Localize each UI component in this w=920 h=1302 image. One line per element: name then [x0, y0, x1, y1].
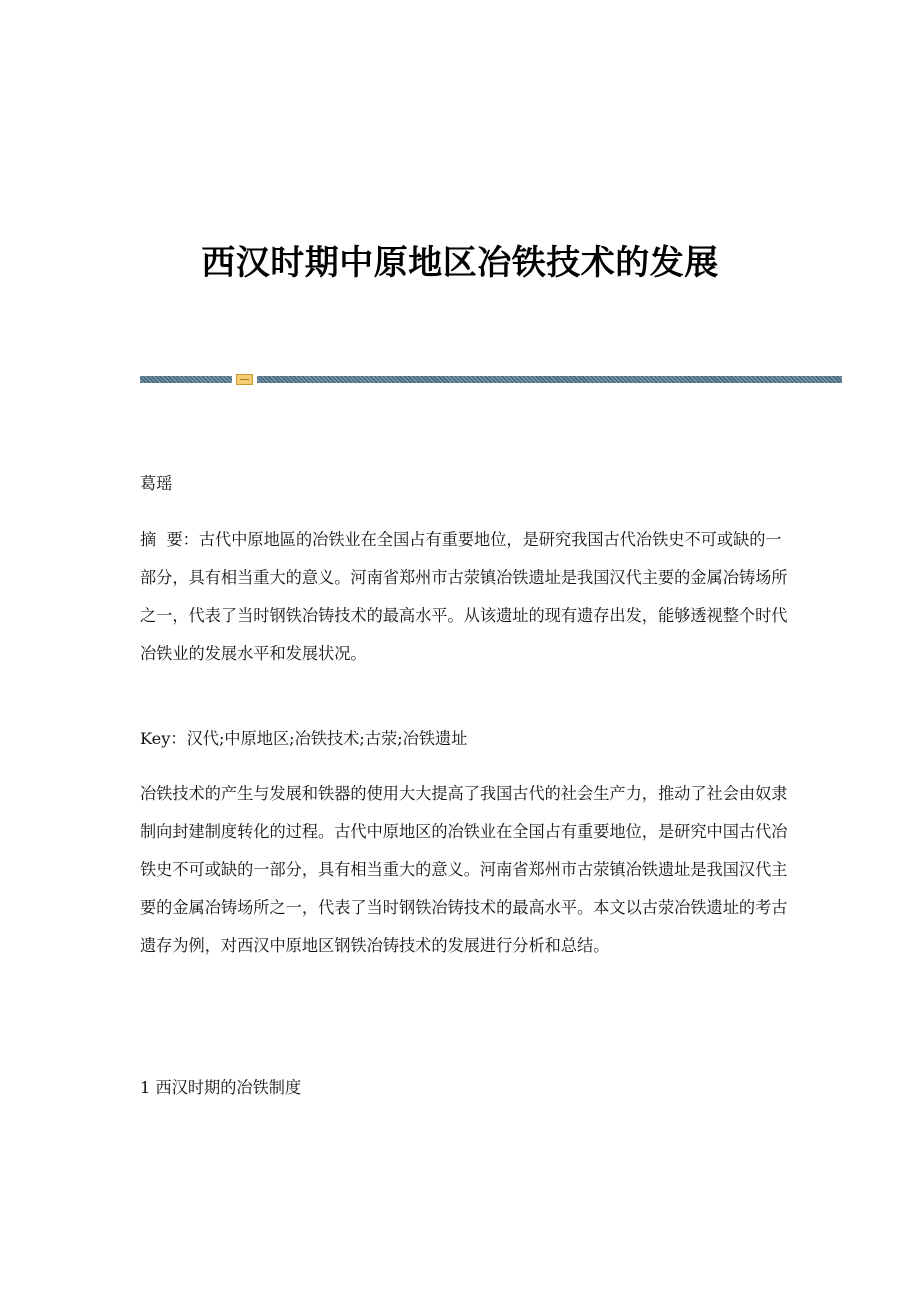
keywords-line — [140, 720, 790, 758]
keywords-label: Key： — [140, 729, 187, 748]
document-title: 西汉时期中原地区冶铁技术的发展 — [201, 242, 719, 283]
body-paragraph: 冶铁技术的产生与发展和铁器的使用大大提高了我国古代的社会生产力，推动了社会由奴隶制向封建制度转化的过程。古代中原地区的冶铁业在全国占有重要地位，是研究中国古代冶铁史不可或缺的一部分，具有相当重大的意义。河南省郑州市古荥镇冶铁遗址是我国汉代主要的金属冶铸场所之一，代表了当时钢铁冶铸技术的最高水平。本文以古荥冶铁遗址的考古遗存为例，对西汉中原地区钢铁冶铸技术的发展进行分析和总结。 — [140, 784, 788, 955]
section-heading: 1 西汉时期的冶铁制度 — [140, 1078, 302, 1097]
title-divider — [140, 374, 842, 384]
divider-bar-left — [140, 376, 232, 383]
author-name: 葛瑶 — [140, 474, 173, 493]
divider-bar-right — [257, 376, 842, 383]
divider-ornament-icon — [236, 374, 253, 385]
abstract-paragraph — [140, 521, 790, 673]
abstract-text: 古代中原地區的冶铁业在全国占有重要地位，是研究我国古代冶铁史不可或缺的一部分，具有相当重大的意义。河南省郑州市古荥镇冶铁遗址是我国汉代主要的金属冶铸场所之一，代表了当时钢铁冶铸技术的最高水平。从该遗址的现有遗存出发，能够透视整个时代冶铁业的发展水平和发展状况。 — [140, 530, 788, 663]
keywords-text: 汉代;中原地区;冶铁技术;古荥;冶铁遗址 — [186, 729, 468, 748]
abstract-label: 摘 要： — [140, 530, 199, 549]
